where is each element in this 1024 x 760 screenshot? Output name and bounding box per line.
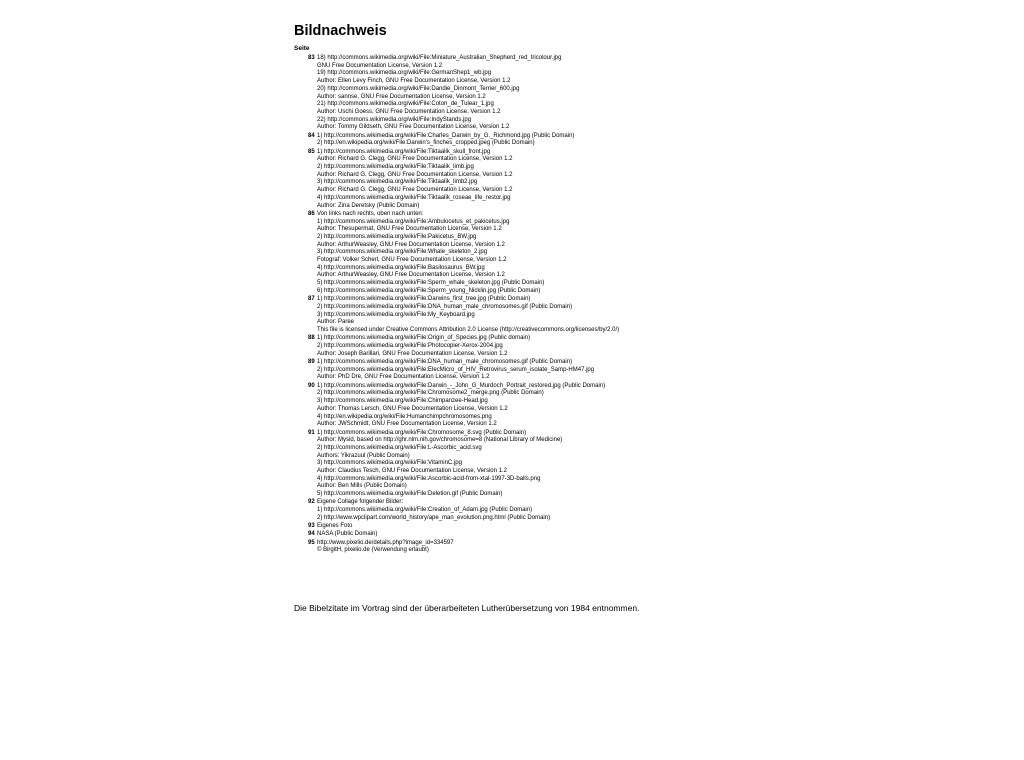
credit-line: Author: Mysid, based on http://ghr.nlm.nih.gov/chromosome=8 (National Library of Medicine) (317, 437, 563, 444)
credit-line: Author: JWSchmidt, GNU Free Documentation License, Version 1.2 (317, 421, 497, 428)
credit-line: 2) http://commons.wikimedia.org/wiki/File:ElecMicro_of_HIV_Retrovirus_serum_isolate_Samp-HM47.jpg (317, 366, 595, 373)
credit-entry (294, 383, 994, 429)
page-number: 89 (308, 358, 315, 365)
credit-line: This file is licensed under Creative Commons Attribution 2.0 License (http://creativecommons.org/licenses/by/2.0/) (317, 326, 620, 333)
credit-line: 2) http://commons.wikimedia.org/wiki/File:Pakicetus_BW.jpg (317, 233, 477, 240)
credit-line: 6) http://commons.wikimedia.org/wiki/File:Sperm_young_Nicklin.jpg (Public Domain) (317, 287, 541, 294)
page-number: 93 (308, 523, 315, 530)
credit-line: 4) http://commons.wikimedia.org/wiki/File:Basilosaurus_BW.jpg (317, 264, 485, 271)
credit-line: 1) http://commons.wikimedia.org/wiki/File:Chromosome_8.svg (Public Domain) (317, 429, 527, 436)
credit-line: 3) http://commons.wikimedia.org/wiki/File:My_Keyboard.jpg (317, 311, 475, 318)
credit-line: 2) http://commons.wikimedia.org/wiki/File:Photocopier-Xerox-2004.jpg (317, 342, 503, 349)
credit-line: Author: PhD Dre, GNU Free Documentation License, Version 1.2 (317, 374, 490, 381)
page-title: Bildnachweis (294, 23, 387, 39)
credit-entry (294, 133, 994, 148)
credit-line: Author: Richard G. Clegg, GNU Free Documentation License, Version 1.2 (317, 156, 513, 163)
credit-line: 5) http://commons.wikimedia.org/wiki/File:Sperm_whale_skeleton.jpg (Public Domain) (317, 280, 545, 287)
credit-line: Author: ArthurWeasley, GNU Free Documentation License, Version 1.2 (317, 272, 505, 279)
credit-line: 3) http://commons.wikimedia.org/wiki/File:Chimpanzee-Head.jpg (317, 398, 488, 405)
credit-line: Eigene Collage folgender Bilder: (317, 499, 404, 506)
document-page (294, 22, 994, 556)
credit-line: 22) http://commons.wikimedia.org/wiki/File:IndyStands.jpg (317, 116, 472, 123)
column-header-seite: Seite (294, 45, 310, 52)
page-number: 87 (308, 296, 315, 303)
credit-line: Von links nach rechts, oben nach unten: (317, 210, 424, 217)
credit-line: 1) http://commons.wikimedia.org/wiki/File:Creation_of_Adam.jpg (Public Domain) (317, 507, 533, 514)
credit-line: 2) http://www.wpclipart.com/world_history/ape_man_evolution.png.html (Public Domain) (317, 514, 551, 521)
credit-entry (294, 296, 994, 335)
credit-line: 21) http://commons.wikimedia.org/wiki/File:Coton_de_Tulear_1.jpg (317, 101, 494, 108)
credit-line: 19) http://commons.wikimedia.org/wiki/File:GermanShep1_wb.jpg (317, 70, 492, 77)
page-number: 92 (308, 499, 315, 506)
page-number: 86 (308, 210, 315, 217)
page-number: 83 (308, 55, 315, 61)
credit-line: 1) http://commons.wikimedia.org/wiki/File:Tiktaalik_skull_front.jpg (317, 148, 491, 155)
credit-line: 1) http://commons.wikimedia.org/wiki/File:Darwins_first_tree.jpg (Public Domain) (317, 296, 531, 303)
credit-line: Author: Joseph Barillari, GNU Free Documentation License, Version 1.2 (317, 350, 508, 357)
credit-line: Author: Richard G. Clegg, GNU Free Documentation License, Version 1.2 (317, 187, 513, 194)
credit-line: 3) http://commons.wikimedia.org/wiki/File:Whale_skeleton_2.jpg (317, 249, 488, 256)
credit-line: 1) http://commons.wikimedia.org/wiki/File:DNA_human_male_chromosomes.gif (Public Domain) (317, 358, 573, 365)
credit-line: 2) http://commons.wikimedia.org/wiki/File:Chromosome2_merge.png (Public Domain) (317, 390, 544, 397)
credit-entry (294, 211, 994, 296)
credit-line: Author: Ellen Levy Finch, GNU Free Documentation License, Version 1.2 (317, 78, 511, 85)
credit-entry (294, 359, 994, 382)
page-number: 94 (308, 531, 315, 538)
credit-line: 3) http://commons.wikimedia.org/wiki/File:VitaminC.jpg (317, 460, 462, 467)
credit-line: 2) http://en.wikipedia.org/wiki/File:Darwin's_finches_cropped.jpeg (Public Domain) (317, 140, 535, 147)
credit-line: 1) http://commons.wikimedia.org/wiki/File:Ambulocetus_et_pakicetus.jpg (317, 218, 510, 225)
credit-line: NASA (Public Domain) (317, 531, 378, 538)
credit-entry (294, 531, 994, 539)
credit-line: Author: Paree (317, 319, 355, 326)
page-number: 91 (308, 429, 315, 436)
credit-line: 3) http://commons.wikimedia.org/wiki/File:Tiktaalik_limb2.jpg (317, 179, 478, 186)
credit-line: 4) http://commons.wikimedia.org/wiki/File:Ascorbic-acid-from-xtal-1997-3D-balls.png (317, 475, 541, 482)
credit-line: http://www.pixelio.de/details.php?image_id=334597 (317, 539, 454, 546)
credit-line: Author: Uschi Goess, GNU Free Documentation License, Version 1.2 (317, 108, 501, 115)
credit-line: Author: Thomas Lersch, GNU Free Documentation License, Version 1.2 (317, 405, 508, 412)
credit-list (294, 55, 994, 555)
credit-line: 2) http://commons.wikimedia.org/wiki/File:Tiktaalik_limb.jpg (317, 164, 474, 171)
credit-entry (294, 499, 994, 522)
credit-line: Author: Ben Mills (Public Domain) (317, 483, 407, 490)
credit-line: 2) http://commons.wikimedia.org/wiki/File:DNA_human_male_chromosomes.gif (Public Domain) (317, 303, 573, 310)
credit-line: 20) http://commons.wikimedia.org/wiki/File:Dandie_Dinmont_Terrier_600.jpg (317, 85, 520, 92)
credit-line: Authors: Yikrazuul (Public Domain) (317, 452, 410, 459)
credit-line: 4) http://commons.wikimedia.org/wiki/File:Tiktaalik_roseae_life_restor.jpg (317, 194, 511, 201)
credit-entry (294, 430, 994, 499)
page-number: 95 (308, 539, 315, 546)
credit-line: Author: ArthurWeasley, GNU Free Documentation License, Version 1.2 (317, 241, 505, 248)
credit-entry (294, 55, 994, 132)
page-number: 88 (308, 335, 315, 342)
credit-line: © BirgitH, pixelio.de (Verwendung erlaubt) (317, 547, 429, 554)
credit-line: 5) http://commons.wikimedia.org/wiki/File:Deletion.gif (Public Domain) (317, 491, 503, 498)
credit-line: 2) http://commons.wikimedia.org/wiki/File:L-Ascorbic_acid.svg (317, 444, 482, 451)
page-number: 90 (308, 382, 315, 389)
credit-line: GNU Free Documentation License, Version 1.2 (317, 62, 443, 69)
credit-entry (294, 540, 994, 555)
credit-line: Eigenes Foto (317, 523, 353, 530)
credit-line: 1) http://commons.wikimedia.org/wiki/File:Origin_of_Species.jpg (Public domain) (317, 335, 531, 342)
credit-line: Fotograf: Volker Scherl, GNU Free Documentation License, Version 1.2 (317, 257, 507, 264)
credit-line: Author: sannse, GNU Free Documentation License, Version 1.2 (317, 93, 486, 100)
credit-line: Author: Zina Deretsky (Public Domain) (317, 202, 420, 209)
credit-line: 4) http://en.wikipedia.org/wiki/File:Humanchimpchromosomes.png (317, 413, 492, 420)
credit-line: Author: Tommy Gildseth, GNU Free Documentation License, Version 1.2 (317, 124, 510, 131)
page-number: 85 (308, 148, 315, 155)
credit-line: 1) http://commons.wikimedia.org/wiki/File:Charles_Darwin_by_G._Richmond.jpg (Public Domain) (317, 132, 575, 139)
credit-entry (294, 149, 994, 211)
credit-line: 18) http://commons.wikimedia.org/wiki/File:Miniature_Australian_Shepherd_red_tricolour.jpg (317, 55, 562, 61)
credit-line: Author: Richard G. Clegg, GNU Free Documentation License, Version 1.2 (317, 171, 513, 178)
footer-note: Die Bibelzitate im Vortrag sind der überarbeiteten Lutherübersetzung von 1984 entnommen. (294, 603, 640, 613)
credit-entry (294, 335, 994, 358)
credit-entry (294, 523, 994, 531)
credit-line: Author: Thesupermat, GNU Free Documentation License, Version 1.2 (317, 226, 502, 233)
credit-line: Author: Claudius Tesch, GNU Free Documentation License, Version 1.2 (317, 468, 507, 475)
credit-line: 1) http://commons.wikimedia.org/wiki/File:Darwin_-_John_G_Murdoch_Portrait_restored.jpg (Public Domain) (317, 382, 606, 389)
page-number: 84 (308, 132, 315, 139)
